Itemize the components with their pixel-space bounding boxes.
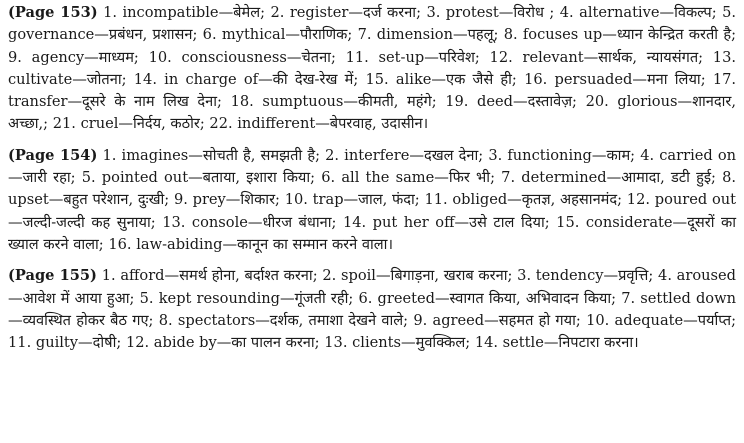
glossary-entry: 7. determined—आमादा, डटी हुई; bbox=[501, 169, 716, 187]
glossary-entry: 22. indifferent—बेपरवाह, उदासीन। bbox=[209, 115, 429, 133]
glossary-entry: 3. functioning—काम; bbox=[488, 146, 636, 164]
glossary-entry: 4. aroused—आवेश में आया हुआ; bbox=[8, 267, 737, 307]
glossary-entry: 1. incompatible—बेमेल; bbox=[103, 4, 266, 21]
glossary-entry: 21. cruel—निर्दय, कठोर; bbox=[52, 115, 205, 133]
glossary-entry: 13. console—धीरज बंधाना; bbox=[162, 213, 337, 231]
glossary-entry: 17. transfer—दूसरे के नाम लिख देना; bbox=[8, 70, 737, 111]
glossary-entry: 12. abide by—का पालन करना; bbox=[125, 334, 320, 352]
glossary-entry: 7. settled down—व्यवस्थित होकर बैठ गए; bbox=[8, 289, 736, 329]
glossary-entry: 10. trap—जाल, फंदा; bbox=[284, 191, 420, 209]
glossary-entry: 16. law-abiding—कानून का सम्मान करने वाला। bbox=[108, 235, 393, 253]
glossary-entry: 7. dimension—पहलू; bbox=[357, 26, 499, 44]
glossary-entry: 10. adequate—पर्याप्त; bbox=[586, 311, 737, 329]
glossary-entry: 5. pointed out—बताया, इशारा किया; bbox=[81, 169, 316, 187]
glossary-entry: 4. alternative—विकल्प; bbox=[559, 4, 717, 21]
glossary-entry: 4. carried on—जारी रहा; bbox=[8, 146, 737, 187]
glossary-entry: 14. in charge of—की देख-रेख में; bbox=[133, 70, 359, 88]
glossary-entry: 5. kept resounding—गूंजती रही; bbox=[139, 289, 354, 307]
glossary-entry: 9. prey—शिकार; bbox=[173, 191, 280, 209]
glossary-entry: 12. relevant—सार्थक, न्यायसंगत; bbox=[489, 48, 704, 66]
glossary-entry: 14. settle—निपटारा करना। bbox=[474, 334, 639, 352]
glossary-entry: 2. register—दर्ज करना; bbox=[270, 4, 421, 21]
glossary-entry: 8. upset—बहुत परेशान, दुःखी; bbox=[8, 169, 737, 209]
glossary-entry: 15. considerate—दूसरों का ख्याल करने वाला; bbox=[8, 213, 736, 253]
glossary-paragraph-page-154 bbox=[8, 145, 736, 256]
glossary-entry: 11. set-up—परिवेश; bbox=[345, 48, 480, 66]
glossary-entry: 11. guilty—दोषी; bbox=[8, 334, 122, 352]
glossary-paragraph-page-155 bbox=[8, 265, 736, 354]
glossary-entry: 13. cultivate—जोतना; bbox=[8, 48, 737, 88]
glossary-entry: 5. governance—प्रबंधन, प्रशासन; bbox=[8, 4, 737, 44]
glossary-entry: 8. focuses up—ध्यान केन्द्रित करती है; bbox=[503, 26, 736, 44]
glossary-entry: 9. agency—माध्यम; bbox=[8, 48, 139, 66]
glossary-entry: 3. protest—विरोध ; bbox=[426, 4, 555, 21]
glossary-paragraph-page-153 bbox=[8, 2, 736, 136]
glossary-entry: 15. alike—एक जैसे ही; bbox=[365, 70, 517, 88]
glossary-entry: 2. interfere—दखल देना; bbox=[325, 146, 484, 164]
glossary-entry: 3. tendency—प्रवृत्ति; bbox=[517, 267, 654, 285]
glossary-entry: 8. spectators—दर्शक, तमाशा देखने वाले; bbox=[158, 311, 409, 329]
glossary-entry: 1. imagines—सोचती है, समझती है; bbox=[102, 146, 320, 164]
glossary-entry: 14. put her off—उसे टाल दिया; bbox=[342, 213, 550, 231]
glossary-entry: 1. afford—समर्थ होना, बर्दाश्त करना; bbox=[101, 267, 318, 285]
glossary-entry: 10. consciousness—चेतना; bbox=[148, 48, 336, 66]
glossary-entry: 6. greeted—स्वागत किया, अभिवादन किया; bbox=[358, 289, 617, 307]
glossary-entry: 12. poured out—जल्दी-जल्दी कह सुनाया; bbox=[8, 191, 736, 231]
page-reference: (Page 155) bbox=[8, 267, 97, 285]
glossary-entry: 20. glorious—शानदार, अच्छा,; bbox=[8, 93, 737, 133]
glossary-entry: 16. persuaded—मना लिया; bbox=[524, 70, 706, 88]
glossary-entry: 18. sumptuous—कीमती, महंगे; bbox=[230, 93, 437, 111]
glossary-entry: 11. obliged—कृतज्ञ, अहसानमंद; bbox=[424, 191, 623, 209]
page-reference: (Page 154) bbox=[8, 146, 98, 164]
glossary-entry: 2. spoil—बिगाड़ना, खराब करना; bbox=[322, 267, 513, 285]
page-reference: (Page 153) bbox=[8, 4, 98, 21]
glossary-entry: 6. all the same—फिर भी; bbox=[321, 169, 495, 187]
glossary-entry: 13. clients—मुवक्किल; bbox=[324, 334, 471, 352]
glossary-entry: 19. deed—दस्तावेज़; bbox=[445, 93, 577, 111]
glossary-entry: 6. mythical—पौराणिक; bbox=[202, 26, 353, 44]
glossary-entry: 9. agreed—सहमत हो गया; bbox=[413, 311, 581, 329]
